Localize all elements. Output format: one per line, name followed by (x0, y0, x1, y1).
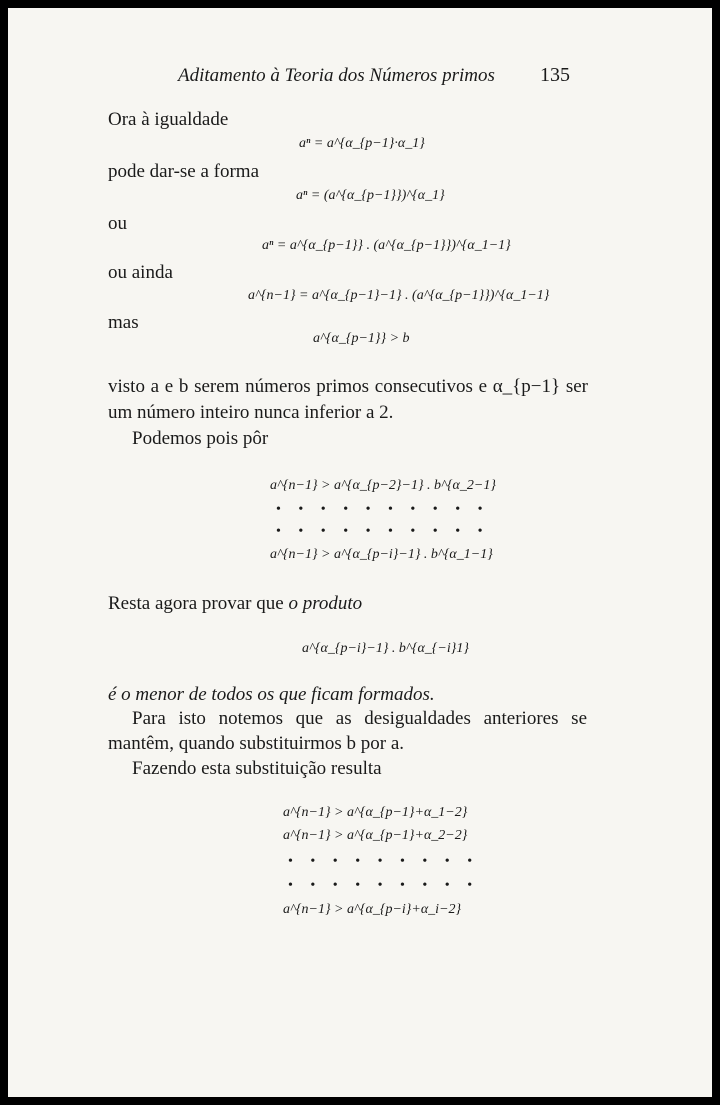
equation-3-text: aⁿ = a^{α_{p−1}} . (a^{α_{p−1}})^{α_1−1} (262, 238, 511, 253)
inequality-1-last-text: a^{n−1} > a^{α_{p−i}−1} . b^{α_1−1} (270, 547, 493, 562)
paragraph-para-line-2: mantêm, quando substituirmos b por a. (108, 733, 405, 754)
label-pode: pode dar-se a forma (108, 161, 260, 182)
inequality-1-last (270, 547, 493, 563)
resta-italic: o produto (288, 593, 363, 614)
paragraph-fazendo: Fazendo esta substituição resulta (132, 758, 382, 779)
equation-2-text: aⁿ = (a^{α_{p−1}})^{α_1} (296, 188, 445, 203)
book-page (8, 8, 712, 1097)
paragraph-menor: é o menor de todos os que ficam formados. (108, 684, 435, 705)
dots-row: • • • • • • • • • (288, 854, 480, 869)
inequality-1-first-text: a^{n−1} > a^{α_{p−2}−1} . b^{α_2−1} (270, 478, 496, 493)
inequality-2-last (283, 902, 461, 918)
equation-2 (296, 188, 445, 204)
label-ou-ainda: ou ainda (108, 262, 173, 283)
paragraph-para-line-1: Para isto notemos que as desigualdades anteriores se (132, 708, 587, 729)
resta-lead: Resta agora provar que (108, 593, 289, 614)
inequality-1-first (270, 478, 496, 494)
dots-row: • • • • • • • • • • (276, 524, 490, 539)
inequality-2-last-text: a^{n−1} > a^{α_{p−i}+α_i−2} (283, 902, 462, 917)
product-expression (302, 641, 469, 657)
running-title: Aditamento à Teoria dos Números primos (178, 65, 495, 86)
dots-row: • • • • • • • • • • (276, 502, 490, 517)
equation-4-text: a^{n−1} = a^{α_{p−1}−1} . (a^{α_{p−1}})^{α_1−1} (248, 288, 550, 303)
page-number: 135 (540, 64, 570, 86)
paragraph-visto-line-2: um número inteiro nunca inferior a 2. (108, 402, 394, 423)
equation-5-text: a^{α_{p−1}} > b (313, 331, 410, 346)
inequality-2-line-1 (283, 805, 467, 821)
paragraph-visto-line-1: visto a e b serem números primos consecutivos e α_{p−1} ser (108, 376, 588, 397)
equation-1-text: aⁿ = a^{α_{p−1}·α_1} (299, 136, 425, 151)
equation-4 (248, 288, 549, 304)
inequality-2-line-2-text: a^{n−1} > a^{α_{p−1}+α_2−2} (283, 828, 468, 843)
inequality-2-line-2 (283, 828, 467, 844)
equation-1 (299, 136, 425, 152)
inequality-2-line-1-text: a^{n−1} > a^{α_{p−1}+α_1−2} (283, 805, 468, 820)
label-ora: Ora à igualdade (108, 109, 229, 130)
equation-3 (262, 238, 511, 254)
label-mas: mas (108, 312, 139, 333)
dots-row: • • • • • • • • • (288, 878, 480, 893)
equation-5 (313, 331, 410, 347)
label-ou: ou (108, 213, 127, 234)
paragraph-podemos: Podemos pois pôr (132, 428, 269, 449)
product-expression-text: a^{α_{p−i}−1} . b^{α_{−i}1} (302, 641, 469, 656)
paragraph-resta (108, 593, 362, 615)
